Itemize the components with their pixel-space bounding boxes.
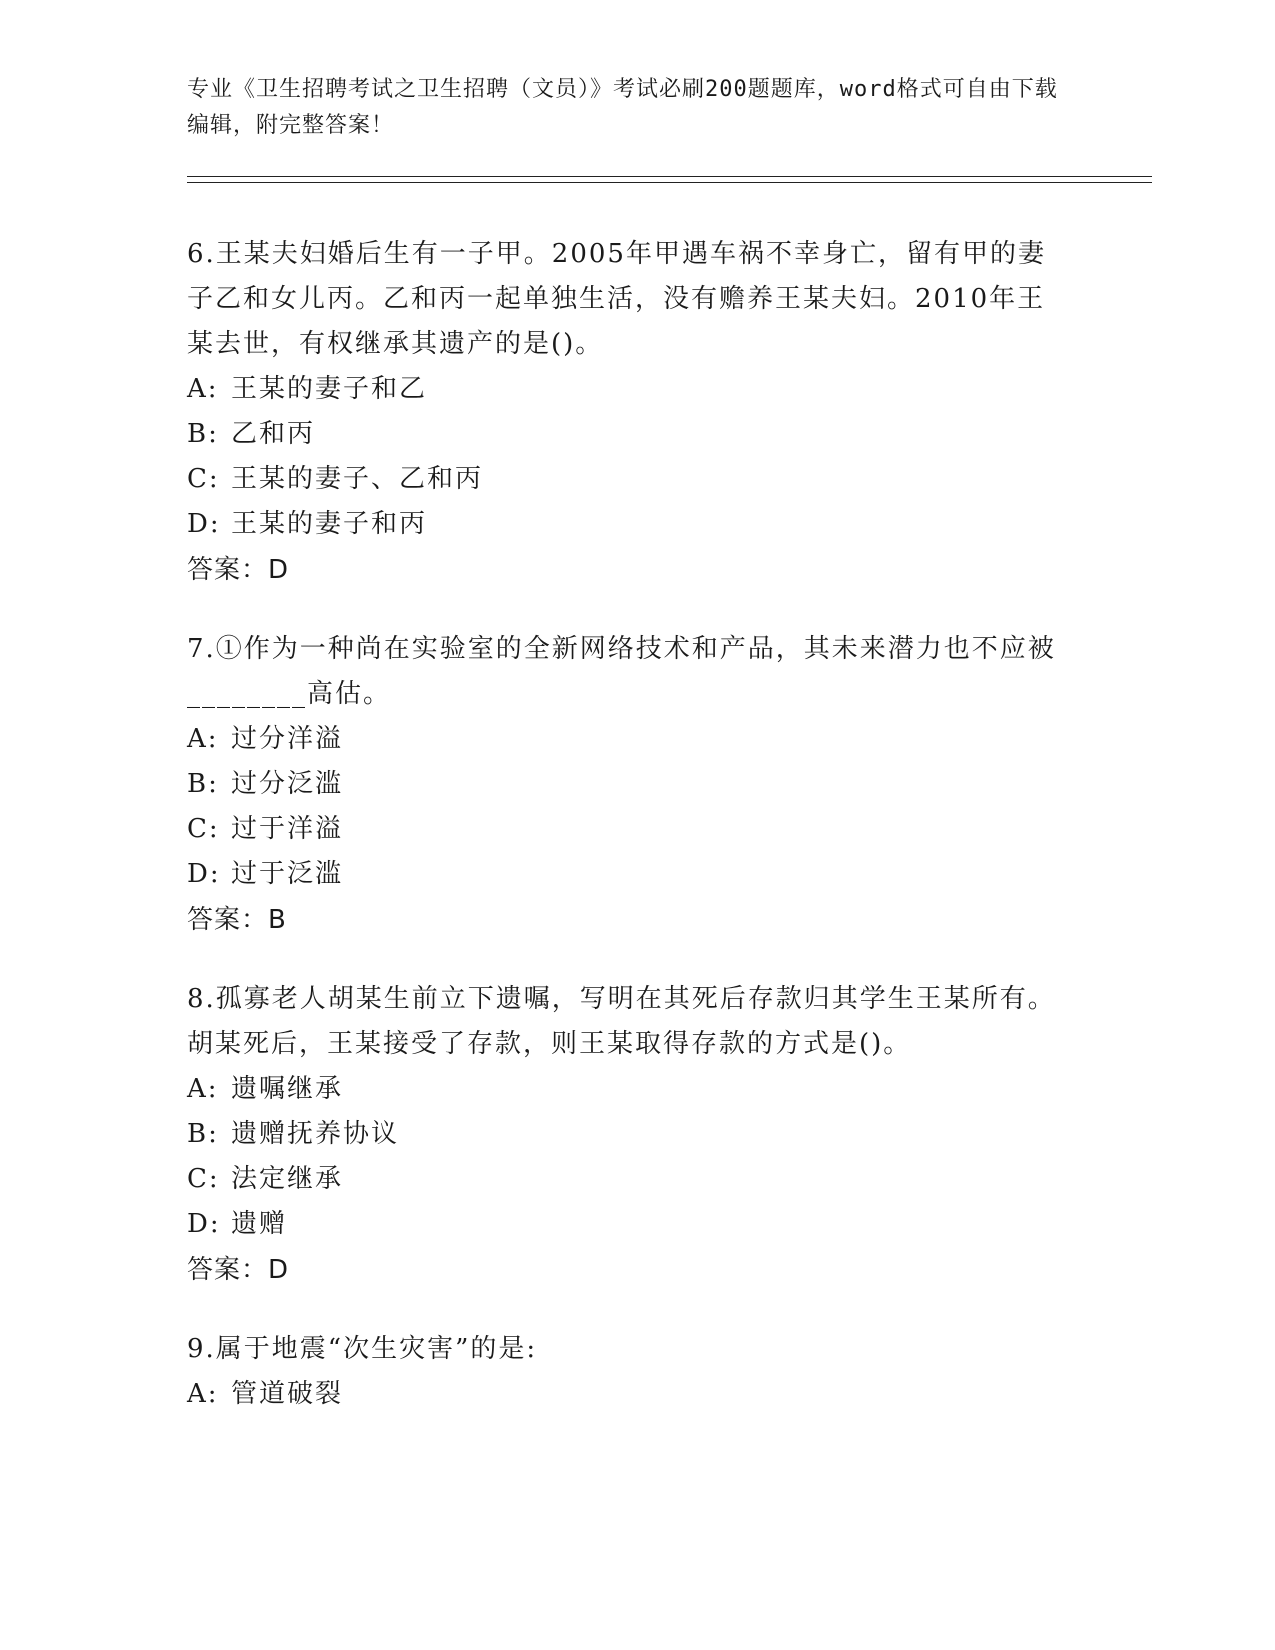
option-text: 王某的妻子、乙和丙 bbox=[231, 464, 484, 494]
option-letter: A: bbox=[187, 1379, 219, 1409]
question-6 bbox=[187, 232, 1067, 593]
option-text: 过分洋溢 bbox=[231, 724, 344, 754]
option-letter: C: bbox=[187, 464, 220, 494]
header-divider-bottom bbox=[187, 182, 1152, 183]
option-text: 法定继承 bbox=[231, 1164, 344, 1194]
question-stem: 9.属于地震“次生灾害”的是: bbox=[187, 1334, 538, 1364]
answer-line: 答案：D bbox=[187, 555, 290, 585]
option-text: 王某的妻子和丙 bbox=[231, 509, 428, 539]
option-text: 过于洋溢 bbox=[231, 814, 344, 844]
document-header: 专业《卫生招聘考试之卫生招聘（文员）》考试必刷200题题库，word格式可自由下载编辑，附完整答案！ bbox=[187, 77, 1058, 138]
option-text: 遗赠抚养协议 bbox=[231, 1119, 400, 1149]
option-text: 王某的妻子和乙 bbox=[231, 374, 428, 404]
option-text: 过分泛滥 bbox=[231, 769, 344, 799]
option-text: 遗赠 bbox=[231, 1209, 288, 1239]
option-c bbox=[187, 457, 1067, 502]
header-divider-top bbox=[187, 176, 1152, 177]
option-a bbox=[187, 1372, 1067, 1417]
option-letter: C: bbox=[187, 1164, 220, 1194]
option-a bbox=[187, 367, 1067, 412]
question-7 bbox=[187, 627, 1067, 943]
option-text: 乙和丙 bbox=[231, 419, 316, 449]
option-a bbox=[187, 1067, 1067, 1112]
option-a bbox=[187, 717, 1067, 762]
option-c bbox=[187, 1157, 1067, 1202]
option-letter: A: bbox=[187, 724, 219, 754]
answer-line: 答案：B bbox=[187, 905, 287, 935]
option-text: 遗嘱继承 bbox=[231, 1074, 344, 1104]
option-d bbox=[187, 502, 1067, 547]
question-9 bbox=[187, 1327, 1067, 1417]
option-letter: B: bbox=[187, 769, 219, 799]
option-d bbox=[187, 852, 1067, 897]
question-stem: 8.孤寡老人胡某生前立下遗嘱，写明在其死后存款归其学生王某所有。胡某死后，王某接受了存款，则王某取得存款的方式是()。 bbox=[187, 984, 1056, 1059]
question-stem: 6.王某夫妇婚后生有一子甲。2005年甲遇车祸不幸身亡，留有甲的妻子乙和女儿丙。乙和丙一起单独生活，没有赡养王某夫妇。2010年王某去世，有权继承其遗产的是()。 bbox=[187, 239, 1046, 359]
option-letter: B: bbox=[187, 419, 219, 449]
option-text: 管道破裂 bbox=[231, 1379, 344, 1409]
question-list bbox=[187, 232, 1067, 1451]
option-letter: C: bbox=[187, 814, 220, 844]
question-8 bbox=[187, 977, 1067, 1293]
option-letter: A: bbox=[187, 374, 219, 404]
option-text: 过于泛滥 bbox=[231, 859, 344, 889]
option-b bbox=[187, 762, 1067, 807]
option-letter: D: bbox=[187, 1209, 221, 1239]
option-letter: D: bbox=[187, 509, 221, 539]
option-letter: B: bbox=[187, 1119, 219, 1149]
option-b bbox=[187, 412, 1067, 457]
option-c bbox=[187, 807, 1067, 852]
option-letter: D: bbox=[187, 859, 221, 889]
question-stem: 7.①作为一种尚在实验室的全新网络技术和产品，其未来潜力也不应被________高估。 bbox=[187, 634, 1056, 709]
option-letter: A: bbox=[187, 1074, 219, 1104]
answer-line: 答案：D bbox=[187, 1255, 290, 1285]
option-b bbox=[187, 1112, 1067, 1157]
option-d bbox=[187, 1202, 1067, 1247]
